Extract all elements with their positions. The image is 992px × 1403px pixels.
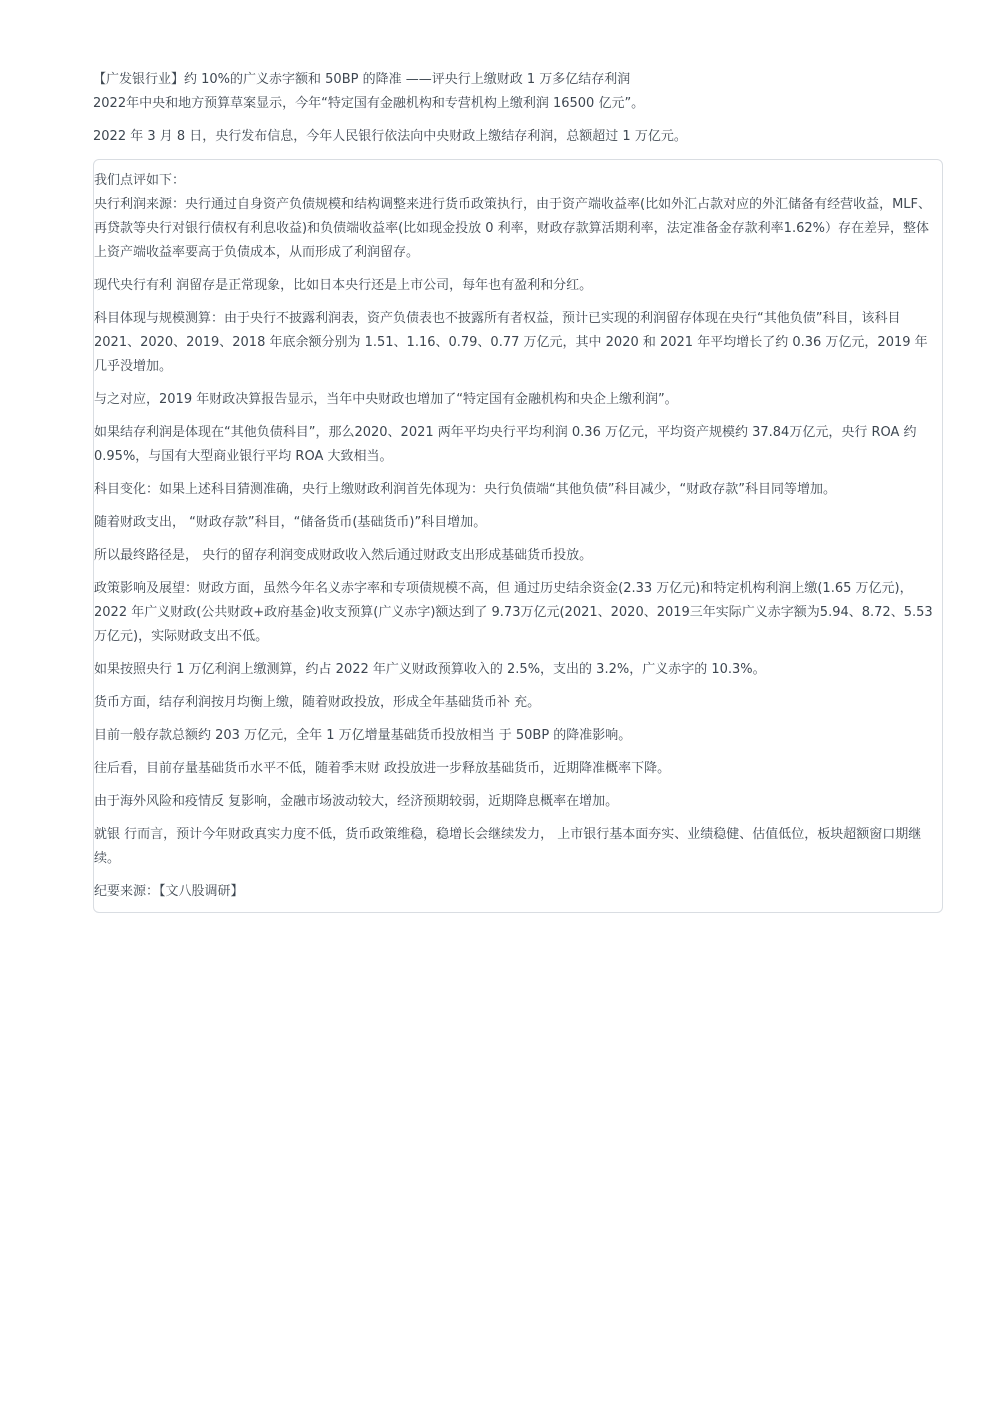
report-title-line: 【广发银行业】约 10%的广义赤字额和 50BP 的降准 ——评央行上缴财政 1 万多亿结存利润 — [93, 72, 631, 87]
paragraph-roa-estimate: 如果结存利润是体现在“其他负债科目”，那么2020、2021 两年平均央行平均利润 0.36 万亿元，平均资产规模约 37.84万亿元，央行 ROA 约 0.95%，与国有大型商业银行平均 ROA 大致相当。 — [94, 425, 917, 464]
commentary-intro: 我们点评如下： — [94, 173, 186, 188]
paragraph-rrr-equivalent: 目前一般存款总额约 203 万亿元，全年 1 万亿增量基础货币投放相当 于 50BP 的降准影响。 — [94, 728, 632, 743]
paragraph-account-change: 科目变化：如果上述科目猜测准确，央行上缴财政利润首先体现为：央行负债端“其他负债”科目减少，“财政存款”科目同等增加。 — [94, 482, 836, 497]
paragraph-final-path: 所以最终路径是， 央行的留存利润变成财政收入然后通过财政支出形成基础货币投放。 — [94, 548, 593, 563]
paragraph-modern-central-bank: 现代央行有利 润留存是正常现象，比如日本央行还是上市公司，每年也有盈利和分红。 — [94, 278, 593, 293]
paragraph-share-estimate: 如果按照央行 1 万亿利润上缴测算，约占 2022 年广义财政预算收入的 2.5%，支出的 3.2%，广义赤字的 10.3%。 — [94, 662, 766, 677]
paragraph-fiscal-report-2019: 与之对应，2019 年财政决算报告显示，当年中央财政也增加了“特定国有金融机构和央企上缴利润”。 — [94, 392, 678, 407]
paragraph-bank-view: 就银 行而言，预计今年财政真实力度不低，货币政策维稳，稳增长会继续发力， 上市银行基本面夯实、业绩稳健、估值低位，板块超额窗口期继续。 — [94, 827, 922, 866]
commentary-card — [93, 159, 943, 913]
paragraph-rate-cut-probability: 由于海外风险和疫情反 复影响，金融市场波动较大，经济预期较弱，近期降息概率在增加。 — [94, 794, 619, 809]
announcement-line: 2022 年 3 月 8 日，央行发布信息，今年人民银行依法向中央财政上缴结存利润，总额超过 1 万亿元。 — [93, 129, 687, 144]
paragraph-source: 纪要来源：【文八股调研】 — [94, 884, 244, 899]
paragraph-fiscal-spending: 随着财政支出， “财政存款”科目，“储备货币(基础货币)”科目增加。 — [94, 515, 487, 530]
paragraph-account-scale: 科目体现与规模测算：由于央行不披露利润表，资产负债表也不披露所有者权益，预计已实现的利润留存体现在央行“其他负债”科目，该科目2021、2020、2019、2018 年底余额分别为 1.51、1.16、0.79、0.77 万亿元，其中 2020 和 2021 年平均增长了约 0.36 万亿元，2019 年几乎没增加。 — [94, 311, 928, 374]
paragraph-policy-impact: 政策影响及展望：财政方面，虽然今年名义赤字率和专项债规模不高，但 通过历史结余资金(2.33 万亿元)和特定机构利润上缴(1.65 万亿元)，2022 年广义财政(公共财政+政府基金)收支预算(广义赤字)额达到了 9.73万亿元(2021、2020、2019三年实际广义赤字额为5.94、8.72、5.53 万亿元)，实际财政支出不低。 — [94, 581, 933, 644]
paragraph-outlook-rrr: 往后看，目前存量基础货币水平不低，随着季末财 政投放进一步释放基础货币，近期降准概率下降。 — [94, 761, 671, 776]
paragraph-profit-source: 央行利润来源：央行通过自身资产负债规模和结构调整来进行货币政策执行，由于资产端收益率(比如外汇占款对应的外汇储备有经营收益，MLF、再贷款等央行对银行债权有利息收益)和负债端收益率(比如现金投放 0 利率，财政存款算活期利率，法定准备金存款利率1.62%）存在差异，整体上资产端收益率要高于负债成本，从而形成了利润留存。 — [94, 197, 932, 260]
document-body — [93, 68, 943, 913]
budget-statement-line: 2022年中央和地方预算草案显示，今年“特定国有金融机构和专营机构上缴利润 16500 亿元”。 — [93, 96, 645, 111]
paragraph-monetary-side: 货币方面，结存利润按月均衡上缴，随着财政投放，形成全年基础货币补 充。 — [94, 695, 541, 710]
